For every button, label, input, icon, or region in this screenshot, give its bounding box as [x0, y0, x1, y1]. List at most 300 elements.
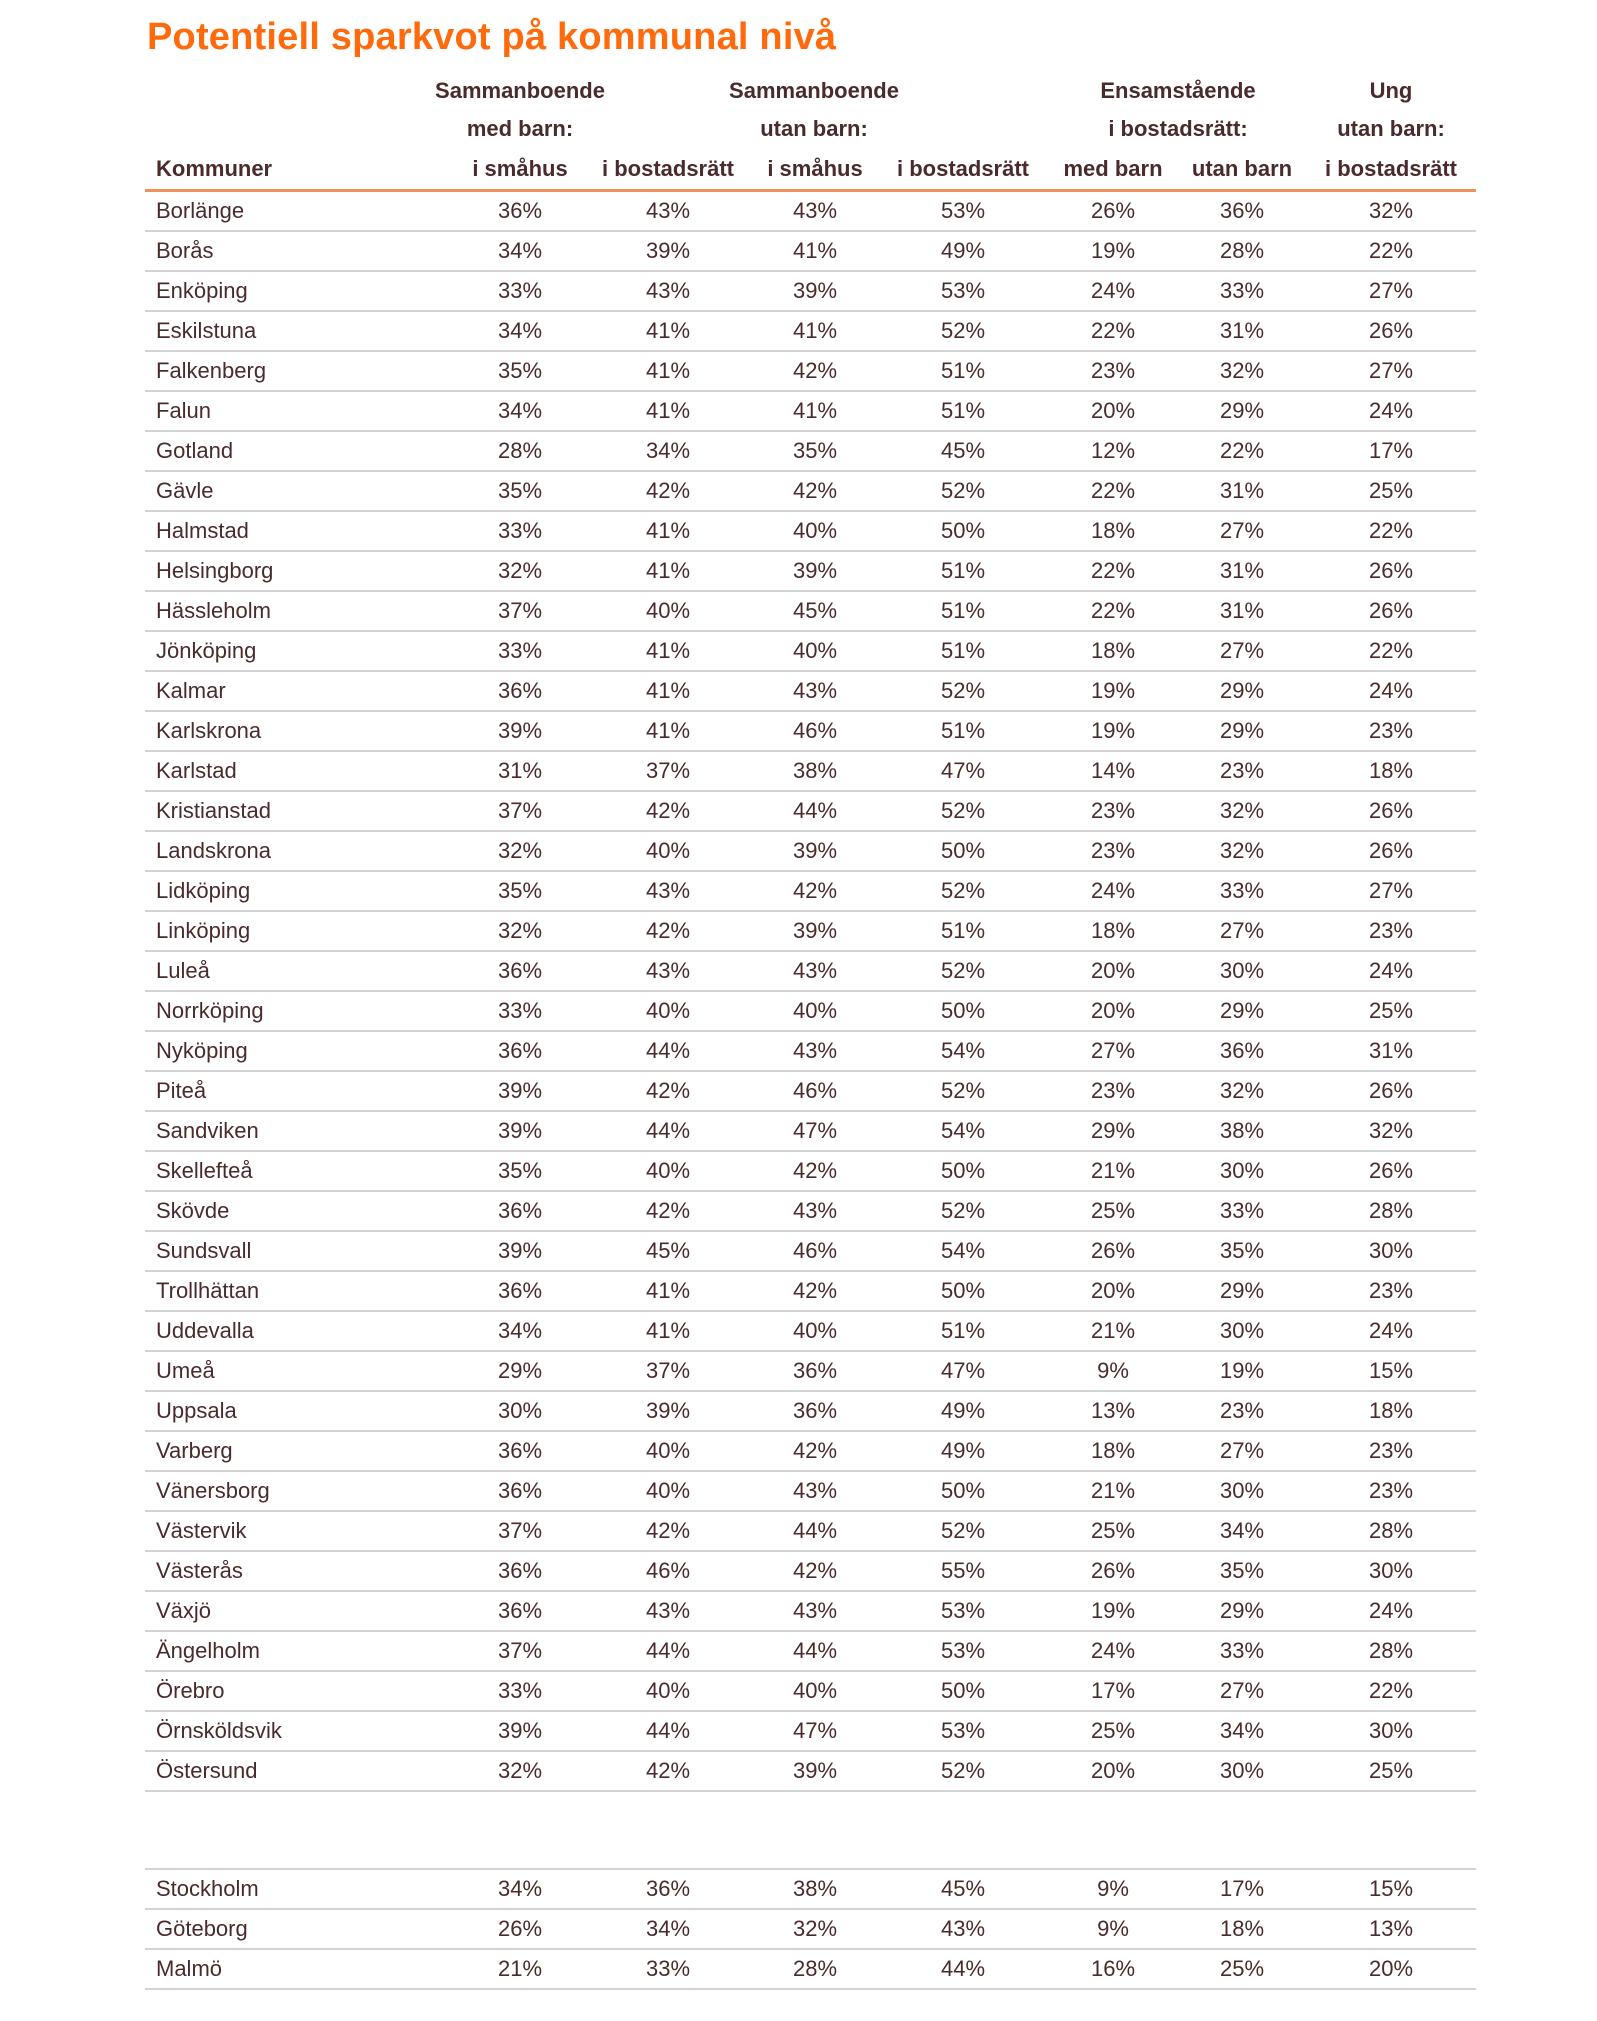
cell-value: 18% — [1368, 1398, 1414, 1423]
cell-value: 25% — [1219, 1956, 1265, 1981]
cell-value: 32% — [497, 1758, 543, 1783]
cell-value: 45% — [645, 1238, 691, 1263]
cell-value: 27% — [1219, 1438, 1265, 1463]
cell-value: 32% — [497, 838, 543, 863]
cell-value: 39% — [497, 1078, 543, 1103]
cell-value: 25% — [1368, 998, 1414, 1023]
cell-value: 39% — [792, 558, 838, 583]
cell-value: 23% — [1090, 798, 1136, 823]
cell-value: 34% — [497, 318, 543, 343]
cell-value: 43% — [792, 1478, 838, 1503]
cell-value: 29% — [1219, 1598, 1265, 1623]
municipality-name: Gävle — [156, 478, 214, 503]
table-row — [145, 832, 1476, 872]
cell-value: 44% — [940, 1956, 986, 1981]
cell-value: 24% — [1368, 678, 1414, 703]
cell-value: 24% — [1368, 958, 1414, 983]
cell-value: 37% — [645, 758, 691, 783]
cell-value: 40% — [645, 1438, 691, 1463]
cell-value: 29% — [1090, 1118, 1136, 1143]
cell-value: 47% — [792, 1118, 838, 1143]
cell-value: 36% — [497, 1558, 543, 1583]
cell-value: 40% — [645, 1158, 691, 1183]
cell-value: 33% — [497, 518, 543, 543]
cell-value: 50% — [940, 1478, 986, 1503]
cell-value: 31% — [1219, 558, 1265, 583]
municipality-name: Lidköping — [156, 878, 251, 903]
cell-value: 9% — [1097, 1358, 1129, 1383]
table-row — [145, 1870, 1476, 1910]
table-row — [145, 1752, 1476, 1792]
cell-value: 38% — [792, 1876, 838, 1901]
cell-value: 41% — [645, 1318, 691, 1343]
cell-value: 22% — [1090, 318, 1136, 343]
table-row — [145, 1032, 1476, 1072]
table-row — [145, 472, 1476, 512]
cell-value: 39% — [645, 238, 691, 263]
cell-value: 41% — [792, 318, 838, 343]
table-row — [145, 1472, 1476, 1512]
cell-value: 44% — [792, 1518, 838, 1543]
cell-value: 41% — [792, 398, 838, 423]
municipality-name: Varberg — [156, 1438, 233, 1463]
cell-value: 42% — [645, 918, 691, 943]
cell-value: 44% — [792, 1638, 838, 1663]
municipality-name: Skövde — [156, 1198, 230, 1223]
cell-value: 53% — [940, 198, 986, 223]
cell-value: 40% — [645, 1478, 691, 1503]
cell-value: 29% — [497, 1358, 543, 1383]
cell-value: 52% — [940, 678, 986, 703]
cell-value: 40% — [645, 998, 691, 1023]
cell-value: 50% — [940, 518, 986, 543]
cell-value: 23% — [1368, 718, 1414, 743]
cell-value: 18% — [1090, 918, 1136, 943]
cell-value: 27% — [1368, 358, 1414, 383]
cell-value: 46% — [792, 1238, 838, 1263]
cell-value: 54% — [940, 1118, 986, 1143]
cell-value: 42% — [792, 878, 838, 903]
cell-value: 46% — [792, 1078, 838, 1103]
cell-value: 40% — [792, 998, 838, 1023]
cell-value: 35% — [497, 358, 543, 383]
group-header-1-line2: med barn: — [466, 116, 574, 141]
cell-value: 43% — [792, 678, 838, 703]
cell-value: 34% — [645, 438, 691, 463]
cell-value: 25% — [1090, 1718, 1136, 1743]
cell-value: 42% — [792, 1558, 838, 1583]
table-body — [145, 192, 1476, 1792]
cell-value: 33% — [1219, 1198, 1265, 1223]
municipality-name: Västerås — [156, 1558, 243, 1583]
cell-value: 26% — [497, 1916, 543, 1941]
cell-value: 27% — [1219, 638, 1265, 663]
group-header-4-line1: Ung — [1369, 78, 1413, 103]
cell-value: 42% — [792, 1158, 838, 1183]
cell-value: 29% — [1219, 678, 1265, 703]
cell-value: 34% — [497, 1318, 543, 1343]
cell-value: 52% — [940, 1758, 986, 1783]
cell-value: 20% — [1090, 958, 1136, 983]
municipality-name: Vänersborg — [156, 1478, 270, 1503]
table-row — [145, 432, 1476, 472]
cell-value: 39% — [792, 1758, 838, 1783]
cell-value: 40% — [792, 1318, 838, 1343]
cell-value: 37% — [497, 798, 543, 823]
cell-value: 26% — [1368, 798, 1414, 823]
cell-value: 38% — [1219, 1118, 1265, 1143]
cell-value: 27% — [1368, 278, 1414, 303]
column-header: i bostadsrätt — [1324, 156, 1458, 181]
cell-value: 41% — [792, 238, 838, 263]
cell-value: 28% — [1219, 238, 1265, 263]
cell-value: 51% — [940, 558, 986, 583]
cell-value: 41% — [645, 1278, 691, 1303]
municipality-name: Falkenberg — [156, 358, 267, 383]
cell-value: 27% — [1090, 1038, 1136, 1063]
cell-value: 42% — [792, 478, 838, 503]
municipality-name: Borlänge — [156, 198, 245, 223]
cell-value: 36% — [497, 1278, 543, 1303]
cell-value: 51% — [940, 598, 986, 623]
cell-value: 32% — [1219, 798, 1265, 823]
metro-table-body — [145, 1870, 1476, 1990]
cell-value: 43% — [940, 1916, 986, 1941]
cell-value: 45% — [940, 438, 986, 463]
cell-value: 24% — [1368, 398, 1414, 423]
cell-value: 35% — [1219, 1558, 1265, 1583]
cell-value: 35% — [792, 438, 838, 463]
cell-value: 39% — [497, 1118, 543, 1143]
column-header-kommuner: Kommuner — [156, 156, 273, 181]
cell-value: 41% — [645, 398, 691, 423]
column-header: utan barn — [1191, 156, 1293, 181]
cell-value: 50% — [940, 838, 986, 863]
cell-value: 36% — [497, 1198, 543, 1223]
cell-value: 49% — [940, 1438, 986, 1463]
cell-value: 54% — [940, 1238, 986, 1263]
municipality-name: Eskilstuna — [156, 318, 257, 343]
cell-value: 26% — [1368, 558, 1414, 583]
cell-value: 36% — [645, 1876, 691, 1901]
municipality-name: Uppsala — [156, 1398, 237, 1423]
table-row — [145, 352, 1476, 392]
cell-value: 29% — [1219, 1278, 1265, 1303]
cell-value: 33% — [645, 1956, 691, 1981]
cell-value: 47% — [940, 1358, 986, 1383]
municipality-name: Falun — [156, 398, 212, 423]
cell-value: 33% — [1219, 278, 1265, 303]
cell-value: 26% — [1368, 598, 1414, 623]
cell-value: 30% — [1219, 958, 1265, 983]
table-row — [145, 512, 1476, 552]
table-row — [145, 192, 1476, 232]
municipality-name: Karlskrona — [156, 718, 262, 743]
cell-value: 43% — [792, 958, 838, 983]
cell-value: 32% — [1368, 198, 1414, 223]
cell-value: 24% — [1368, 1598, 1414, 1623]
column-header: i bostadsrätt — [601, 156, 735, 181]
cell-value: 53% — [940, 1638, 986, 1663]
cell-value: 52% — [940, 1518, 986, 1543]
cell-value: 36% — [497, 198, 543, 223]
cell-value: 9% — [1097, 1876, 1129, 1901]
cell-value: 46% — [645, 1558, 691, 1583]
cell-value: 13% — [1368, 1916, 1414, 1941]
cell-value: 34% — [497, 1876, 543, 1901]
cell-value: 28% — [1368, 1638, 1414, 1663]
cell-value: 51% — [940, 718, 986, 743]
table-row — [145, 1392, 1476, 1432]
cell-value: 22% — [1368, 638, 1414, 663]
cell-value: 19% — [1090, 1598, 1136, 1623]
table-row — [145, 1632, 1476, 1672]
cell-value: 30% — [497, 1398, 543, 1423]
cell-value: 28% — [497, 438, 543, 463]
table-row — [145, 1272, 1476, 1312]
cell-value: 33% — [1219, 1638, 1265, 1663]
cell-value: 39% — [792, 278, 838, 303]
column-header: i småhus — [472, 156, 568, 181]
municipality-name: Luleå — [156, 958, 210, 983]
table-header — [145, 72, 1476, 189]
municipality-name: Piteå — [156, 1078, 207, 1103]
group-header-3-line1: Ensamstående — [1100, 78, 1256, 103]
cell-value: 26% — [1090, 1238, 1136, 1263]
table-row — [145, 592, 1476, 632]
table-row — [145, 312, 1476, 352]
cell-value: 22% — [1090, 558, 1136, 583]
cell-value: 36% — [1219, 198, 1265, 223]
municipality-name: Växjö — [156, 1598, 212, 1623]
cell-value: 43% — [792, 1598, 838, 1623]
cell-value: 43% — [645, 278, 691, 303]
cell-value: 37% — [497, 1518, 543, 1543]
cell-value: 37% — [645, 1358, 691, 1383]
cell-value: 25% — [1368, 1758, 1414, 1783]
cell-value: 36% — [497, 678, 543, 703]
table-row — [145, 872, 1476, 912]
cell-value: 23% — [1090, 1078, 1136, 1103]
cell-value: 42% — [645, 798, 691, 823]
cell-value: 23% — [1219, 1398, 1265, 1423]
cell-value: 23% — [1368, 1278, 1414, 1303]
cell-value: 20% — [1368, 1956, 1414, 1981]
table-row — [145, 952, 1476, 992]
table-row — [145, 1512, 1476, 1552]
cell-value: 43% — [645, 198, 691, 223]
cell-value: 40% — [645, 598, 691, 623]
cell-value: 20% — [1090, 1758, 1136, 1783]
municipality-name: Helsingborg — [156, 558, 274, 583]
cell-value: 52% — [940, 1078, 986, 1103]
cell-value: 18% — [1090, 518, 1136, 543]
cell-value: 30% — [1368, 1238, 1414, 1263]
cell-value: 43% — [792, 1198, 838, 1223]
cell-value: 54% — [940, 1038, 986, 1063]
municipality-name: Umeå — [156, 1358, 215, 1383]
cell-value: 42% — [645, 1758, 691, 1783]
municipality-name: Ängelholm — [156, 1638, 260, 1663]
municipality-name: Nyköping — [156, 1038, 248, 1063]
cell-value: 29% — [1219, 718, 1265, 743]
cell-value: 51% — [940, 918, 986, 943]
municipality-name: Borås — [156, 238, 214, 263]
cell-value: 52% — [940, 798, 986, 823]
column-header: i småhus — [767, 156, 863, 181]
cell-value: 32% — [1219, 358, 1265, 383]
page-title: Potentiell sparkvot på kommunal nivå — [147, 16, 837, 58]
cell-value: 49% — [940, 1398, 986, 1423]
table-row — [145, 1712, 1476, 1752]
table-row — [145, 232, 1476, 272]
cell-value: 43% — [645, 878, 691, 903]
cell-value: 46% — [792, 718, 838, 743]
municipality-name: Enköping — [156, 278, 248, 303]
cell-value: 33% — [497, 638, 543, 663]
cell-value: 33% — [1219, 878, 1265, 903]
cell-value: 36% — [792, 1358, 838, 1383]
table-row — [145, 752, 1476, 792]
cell-value: 19% — [1219, 1358, 1265, 1383]
group-header-1-line1: Sammanboende — [435, 78, 605, 103]
cell-value: 34% — [497, 238, 543, 263]
cell-value: 39% — [792, 918, 838, 943]
cell-value: 39% — [497, 718, 543, 743]
cell-value: 22% — [1090, 598, 1136, 623]
cell-value: 23% — [1090, 838, 1136, 863]
cell-value: 30% — [1219, 1478, 1265, 1503]
cell-value: 44% — [645, 1638, 691, 1663]
cell-value: 15% — [1368, 1358, 1414, 1383]
table-row — [145, 672, 1476, 712]
cell-value: 31% — [1368, 1038, 1414, 1063]
cell-value: 32% — [497, 558, 543, 583]
cell-value: 50% — [940, 1278, 986, 1303]
cell-value: 32% — [1219, 838, 1265, 863]
cell-value: 19% — [1090, 678, 1136, 703]
cell-value: 19% — [1090, 238, 1136, 263]
cell-value: 53% — [940, 1718, 986, 1743]
cell-value: 41% — [645, 358, 691, 383]
table-row — [145, 1072, 1476, 1112]
cell-value: 23% — [1219, 758, 1265, 783]
section-gap — [145, 1792, 1476, 1870]
municipality-name: Landskrona — [156, 838, 271, 863]
municipality-name: Karlstad — [156, 758, 237, 783]
cell-value: 51% — [940, 1318, 986, 1343]
cell-value: 40% — [792, 638, 838, 663]
cell-value: 26% — [1368, 1158, 1414, 1183]
cell-value: 32% — [1368, 1118, 1414, 1143]
cell-value: 21% — [1090, 1478, 1136, 1503]
cell-value: 50% — [940, 1678, 986, 1703]
cell-value: 30% — [1219, 1758, 1265, 1783]
column-header: med barn — [1063, 156, 1163, 181]
cell-value: 41% — [645, 718, 691, 743]
cell-value: 21% — [1090, 1158, 1136, 1183]
cell-value: 42% — [645, 478, 691, 503]
cell-value: 23% — [1090, 358, 1136, 383]
cell-value: 24% — [1090, 278, 1136, 303]
cell-value: 36% — [497, 1598, 543, 1623]
cell-value: 33% — [497, 278, 543, 303]
table-row — [145, 1232, 1476, 1272]
cell-value: 42% — [645, 1518, 691, 1543]
table-row — [145, 712, 1476, 752]
cell-value: 25% — [1090, 1518, 1136, 1543]
municipality-name: Västervik — [156, 1518, 247, 1543]
table-row — [145, 1592, 1476, 1632]
cell-value: 38% — [792, 758, 838, 783]
cell-value: 26% — [1368, 318, 1414, 343]
municipality-name: Trollhättan — [156, 1278, 260, 1303]
cell-value: 34% — [645, 1916, 691, 1941]
cell-value: 55% — [940, 1558, 986, 1583]
table-row — [145, 1352, 1476, 1392]
cell-value: 40% — [645, 838, 691, 863]
table-row — [145, 992, 1476, 1032]
municipality-name: Örebro — [156, 1678, 225, 1703]
cell-value: 50% — [940, 998, 986, 1023]
cell-value: 43% — [792, 1038, 838, 1063]
cell-value: 25% — [1090, 1198, 1136, 1223]
table-row — [145, 1910, 1476, 1950]
municipality-name: Jönköping — [156, 638, 257, 663]
cell-value: 42% — [792, 1278, 838, 1303]
cell-value: 43% — [645, 1598, 691, 1623]
cell-value: 43% — [792, 198, 838, 223]
cell-value: 35% — [1219, 1238, 1265, 1263]
municipality-name: Norrköping — [156, 998, 264, 1023]
cell-value: 34% — [1219, 1518, 1265, 1543]
cell-value: 35% — [497, 478, 543, 503]
cell-value: 42% — [645, 1198, 691, 1223]
cell-value: 30% — [1219, 1318, 1265, 1343]
group-header-2-line1: Sammanboende — [729, 78, 899, 103]
cell-value: 30% — [1368, 1558, 1414, 1583]
municipality-name: Örnsköldsvik — [156, 1718, 282, 1743]
cell-value: 36% — [497, 1438, 543, 1463]
municipality-name: Halmstad — [156, 518, 249, 543]
municipality-name: Sundsvall — [156, 1238, 252, 1263]
cell-value: 51% — [940, 638, 986, 663]
municipality-name: Kristianstad — [156, 798, 271, 823]
cell-value: 20% — [1090, 398, 1136, 423]
cell-value: 31% — [497, 758, 543, 783]
cell-value: 18% — [1090, 638, 1136, 663]
cell-value: 23% — [1368, 918, 1414, 943]
cell-value: 26% — [1368, 1078, 1414, 1103]
table-row — [145, 1672, 1476, 1712]
cell-value: 32% — [1219, 1078, 1265, 1103]
cell-value: 40% — [645, 1678, 691, 1703]
cell-value: 41% — [645, 518, 691, 543]
municipality-name: Sandviken — [156, 1118, 259, 1143]
cell-value: 51% — [940, 398, 986, 423]
cell-value: 40% — [792, 1678, 838, 1703]
cell-value: 31% — [1219, 318, 1265, 343]
cell-value: 30% — [1219, 1158, 1265, 1183]
municipality-name: Göteborg — [156, 1916, 248, 1941]
cell-value: 44% — [645, 1038, 691, 1063]
cell-value: 35% — [497, 878, 543, 903]
cell-value: 22% — [1368, 518, 1414, 543]
cell-value: 52% — [940, 958, 986, 983]
table-row — [145, 552, 1476, 592]
cell-value: 14% — [1090, 758, 1136, 783]
cell-value: 39% — [497, 1718, 543, 1743]
